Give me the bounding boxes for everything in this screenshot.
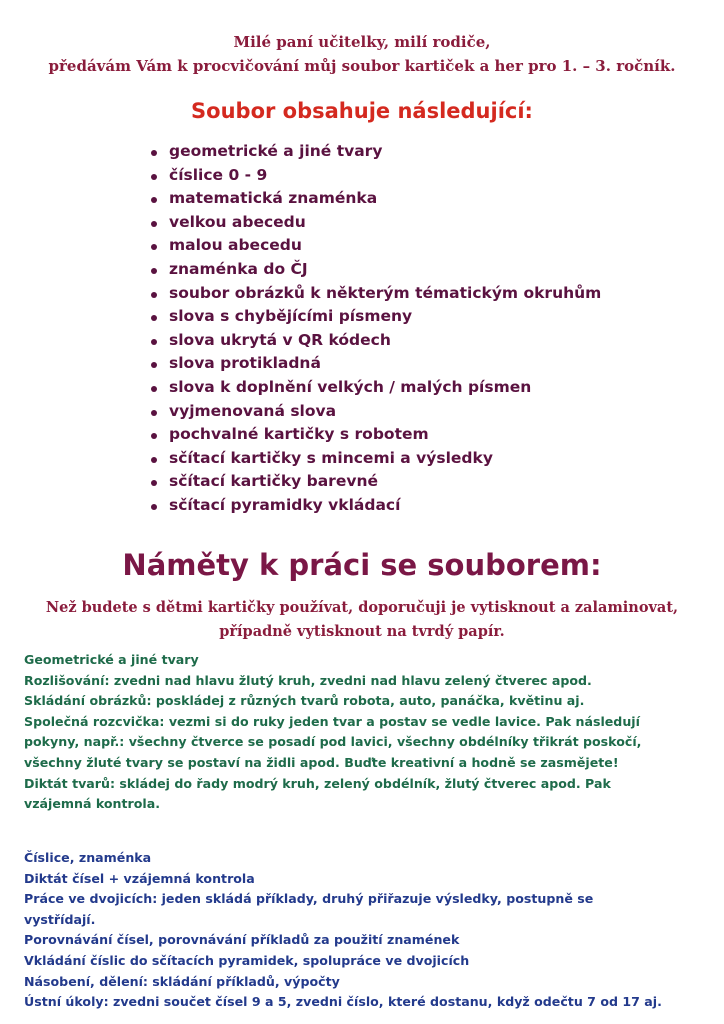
ideas-heading: Náměty k práci se souborem:	[122, 548, 602, 582]
geometry-line: Skládání obrázků: poskládej z různých tvarů robota, auto, panáčka, květinu aj.	[24, 693, 585, 709]
bullet-icon	[151, 386, 157, 392]
list-item-label: pochvalné kartičky s robotem	[169, 425, 429, 444]
numbers-line: Práce ve dvojicích: jeden skládá příklady, druhý přiřazuje výsledky, postupně se	[24, 891, 594, 907]
bullet-icon	[151, 244, 157, 250]
bullet-icon	[151, 339, 157, 345]
geometry-line: pokyny, např.: všechny čtverce se posadí pod lavici, všechny obdélníky třikrát poskočí,	[24, 734, 642, 750]
list-item	[150, 470, 601, 494]
list-item-label: slova s chybějícími písmeny	[169, 307, 413, 326]
list-item	[150, 305, 601, 329]
list-item	[150, 400, 601, 424]
contents-heading: Soubor obsahuje následující:	[191, 99, 533, 123]
list-item-label: sčítací pyramidky vkládací	[169, 495, 401, 514]
bullet-icon	[151, 457, 157, 463]
bullet-icon	[151, 362, 157, 368]
geometry-line: všechny žluté tvary se postaví na židli apod. Buďte kreativní a hodně se zasmějete!	[24, 754, 619, 770]
list-item	[150, 376, 601, 400]
list-item	[150, 140, 601, 164]
bullet-icon	[151, 410, 157, 416]
list-item	[150, 447, 601, 471]
list-item	[150, 329, 601, 353]
numbers-line: Porovnávání čísel, porovnávání příkladů za použití znamének	[24, 932, 460, 948]
list-item-label: číslice 0 - 9	[169, 165, 268, 184]
bullet-icon	[151, 150, 157, 156]
bullet-icon	[151, 480, 157, 486]
list-item	[150, 234, 601, 258]
intro-line-1: Milé paní učitelky, milí rodiče,	[233, 33, 491, 51]
bullet-icon	[151, 174, 157, 180]
list-item-label: geometrické a jiné tvary	[169, 142, 383, 160]
bullet-icon	[151, 315, 157, 321]
numbers-line: Ústní úkoly: zvedni součet čísel 9 a 5, zvedni číslo, které dostanu, když odečtu 7 od 17 aj.	[24, 994, 662, 1010]
list-item-label: sčítací kartičky s mincemi a výsledky	[169, 448, 493, 467]
list-item-label: soubor obrázků k některým tématickým okruhům	[169, 283, 602, 302]
numbers-line: Diktát čísel + vzájemná kontrola	[24, 870, 255, 886]
list-item-label: slova k doplnění velkých / malých písmen	[169, 377, 532, 396]
geometry-line: Rozlišování: zvedni nad hlavu žlutý kruh, zvedni nad hlavu zelený čtverec apod.	[24, 672, 592, 688]
list-item	[150, 258, 601, 282]
list-item-label: sčítací kartičky barevné	[169, 472, 378, 491]
numbers-title: Číslice, znaménka	[24, 850, 152, 865]
list-item-label: matematická znaménka	[169, 189, 378, 208]
numbers-line: Násobení, dělení: skládání příkladů, výpočty	[24, 973, 340, 989]
ideas-note-line-2: případně vytisknout na tvrdý papír.	[219, 623, 505, 640]
contents-list	[150, 140, 601, 518]
ideas-note-line-1: Než budete s dětmi kartičky používat, doporučuji je vytisknout a zalaminovat,	[45, 599, 679, 616]
ideas-note	[0, 596, 724, 644]
bullet-icon	[151, 268, 157, 274]
intro-line-2: předávám Vám k procvičování můj soubor kartiček a her pro 1. – 3. ročník.	[48, 57, 676, 75]
geometry-title: Geometrické a jiné tvary	[24, 652, 199, 667]
list-item-label: slova ukrytá v QR kódech	[169, 330, 391, 349]
intro-greeting	[0, 30, 724, 78]
list-item	[150, 494, 601, 518]
list-item	[150, 352, 601, 376]
numbers-ideas-block	[24, 848, 704, 1013]
list-item	[150, 423, 601, 447]
bullet-icon	[151, 292, 157, 298]
list-item-label: slova protikladná	[169, 354, 321, 373]
list-item	[150, 187, 601, 211]
list-item-label: malou abecedu	[169, 236, 302, 255]
bullet-icon	[151, 504, 157, 510]
numbers-line: vystřídají.	[24, 911, 96, 927]
list-item-label: znaménka do ČJ	[169, 259, 308, 278]
list-item-label: velkou abecedu	[169, 212, 306, 231]
bullet-icon	[151, 433, 157, 439]
bullet-icon	[151, 197, 157, 203]
list-item	[150, 282, 601, 306]
geometry-ideas-block	[24, 650, 704, 815]
geometry-line: vzájemná kontrola.	[24, 796, 161, 812]
list-item-label: vyjmenovaná slova	[169, 401, 337, 420]
list-item	[150, 164, 601, 188]
bullet-icon	[151, 221, 157, 227]
list-item	[150, 211, 601, 235]
numbers-line: Vkládání číslic do sčítacích pyramidek, spolupráce ve dvojicích	[24, 952, 470, 968]
geometry-line: Společná rozcvička: vezmi si do ruky jeden tvar a postav se vedle lavice. Pak následují	[24, 713, 640, 729]
geometry-line: Diktát tvarů: skládej do řady modrý kruh, zelený obdélník, žlutý čtverec apod. Pak	[24, 775, 611, 791]
